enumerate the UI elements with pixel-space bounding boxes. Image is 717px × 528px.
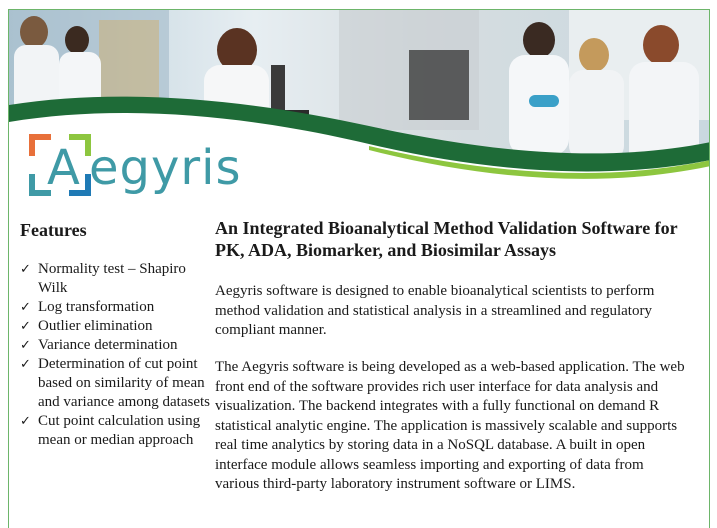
feature-label: Outlier elimination (38, 318, 153, 334)
checkmark-icon: ✓ (20, 262, 31, 277)
checkmark-icon: ✓ (20, 414, 31, 429)
aegyris-logo (23, 130, 263, 208)
checkmark-icon: ✓ (20, 357, 31, 372)
brochure-page (8, 9, 710, 528)
main-headline: An Integrated Bioanalytical Method Validation Software for PK, ADA, Biomarker, and Biosimilar Assays (215, 218, 678, 260)
feature-item (20, 336, 210, 355)
logo-letter: A (47, 140, 80, 196)
feature-item (20, 412, 210, 450)
feature-label: Log transformation (38, 299, 155, 315)
feature-item (20, 298, 210, 317)
checkmark-icon: ✓ (20, 300, 31, 315)
feature-label: Cut point calculation using mean or median approach (38, 413, 201, 448)
feature-label: Variance determination (38, 337, 178, 353)
features-heading: Features (20, 220, 87, 240)
features-list (20, 260, 210, 450)
logo-wordmark: egyris (89, 140, 242, 196)
checkmark-icon: ✓ (20, 319, 31, 334)
details-paragraph: The Aegyris software is being developed as a web-based application. The web front end of the software provides rich user interface for data analysis and visualization. The backend integrates with a fully functional on demand R statistical analytic engine. The application is massively scalable and supports real time analytics by storing data in a NoSQL database. A built in open interface module allows seamless importing and exporting of data from various third-party laboratory instrument software or LIMS. (215, 359, 685, 492)
feature-label: Normality test – Shapiro Wilk (38, 261, 186, 296)
feature-item (20, 317, 210, 336)
feature-item (20, 355, 210, 412)
checkmark-icon: ✓ (20, 338, 31, 353)
intro-paragraph: Aegyris software is designed to enable bioanalytical scientists to perform method validation and statistical analysis in a streamlined and regulatory compliant manner. (215, 283, 655, 338)
feature-item (20, 260, 210, 298)
feature-label: Determination of cut point based on similarity of mean and variance among datasets (38, 356, 211, 410)
